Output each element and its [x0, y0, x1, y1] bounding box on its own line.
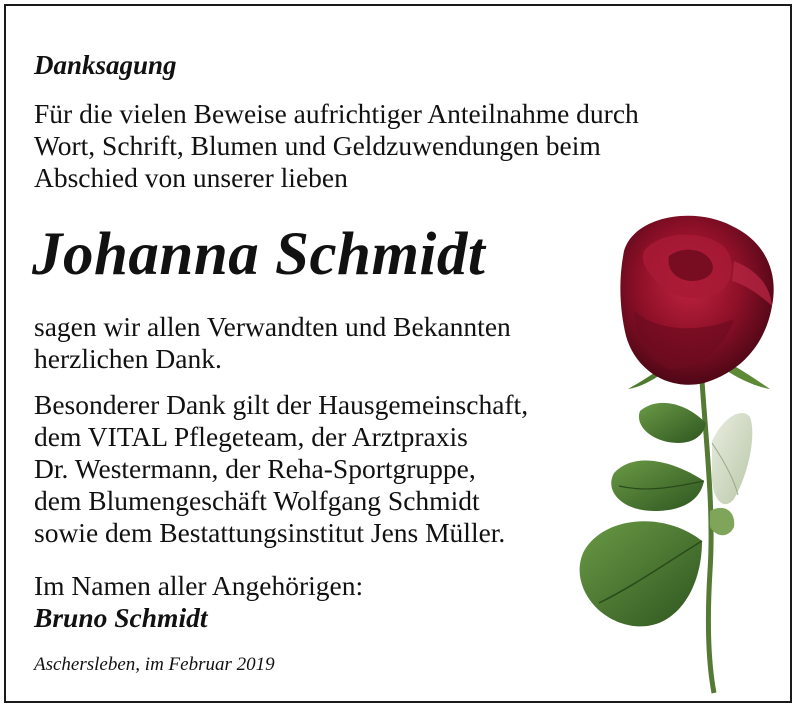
special-thanks-paragraph [34, 389, 528, 549]
special-line: Dr. Westermann, der Reha-Sportgruppe, [34, 453, 476, 484]
heading: Danksagung [34, 50, 177, 80]
intro-line: Abschied von unserer lieben [34, 162, 348, 193]
thanks-paragraph [34, 311, 511, 375]
thanks-line: herzlichen Dank. [34, 343, 222, 374]
red-rose-image [574, 211, 784, 701]
special-line: Besonderer Dank gilt der Hausgemeinschaft, [34, 389, 529, 420]
intro-paragraph [34, 98, 639, 194]
special-line: dem VITAL Pflegeteam, der Arztpraxis [34, 421, 468, 452]
deceased-name: Johanna Schmidt [32, 221, 486, 288]
intro-line: Für die vielen Beweise aufrichtiger Anteilnahme durch [34, 98, 639, 129]
signature: Bruno Schmidt [34, 602, 208, 633]
special-line: dem Blumengeschäft Wolfgang Schmidt [34, 485, 480, 516]
special-line: sowie dem Bestattungsinstitut Jens Müller. [34, 517, 506, 548]
place-date: Aschersleben, im Februar 2019 [34, 654, 275, 675]
obituary-notice [4, 4, 792, 703]
closing-line: Im Namen aller Angehörigen: [34, 570, 364, 601]
closing-block [34, 570, 363, 634]
thanks-line: sagen wir allen Verwandten und Bekannten [34, 311, 511, 342]
intro-line: Wort, Schrift, Blumen und Geldzuwendungen beim [34, 130, 601, 161]
